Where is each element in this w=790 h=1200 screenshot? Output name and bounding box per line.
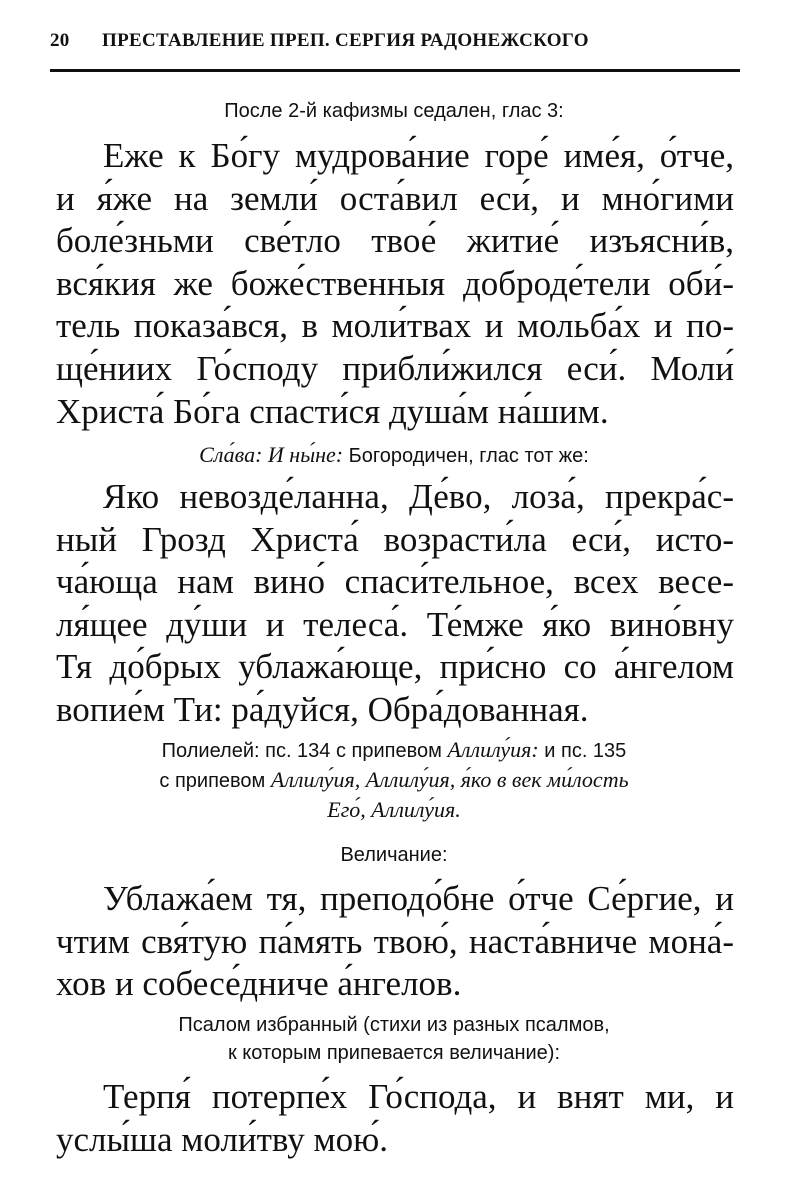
rubric-text: с припевом <box>159 770 271 792</box>
rubric-polyeleos-line <box>50 797 738 823</box>
verse-line: ча́юща нам вино́ спаси́тельное, всех весе- <box>56 562 734 602</box>
running-title: ПРЕСТАВЛЕНИЕ ПРЕП. СЕРГИЯ РАДОНЕЖСКОГО <box>102 30 589 51</box>
rubric-italic: Аллилу́ия: <box>447 737 539 762</box>
verse-line: вопие́м Ти: ра́дуйся, Обра́дованная. <box>56 689 589 729</box>
rubric-psalm-line: к которым припевается величание): <box>227 1042 560 1064</box>
rubric-italic: Аллилу́ия, Аллилу́ия, я́ко в век ми́лость <box>270 767 629 792</box>
rubric-bogorodichen <box>50 442 738 468</box>
verse-velichanie <box>56 878 734 1006</box>
rubric-italic: Сла́ва: И ны́не: <box>199 442 344 467</box>
verse-line: услы́ша моли́тву мою́. <box>56 1119 389 1159</box>
verse-line: Тя до́брых ублажа́юще, при́сно со а́нгелом <box>56 647 734 687</box>
verse-line: ля́щее ду́ши и телеса́. Те́мже я́ко вино́вну <box>56 604 734 644</box>
rubric-sedalen: После 2-й кафизмы седален, глас 3: <box>224 100 564 122</box>
verse-psalm <box>56 1076 734 1161</box>
verse-line: и я́же на земли́ оста́вил еси́, и мно́гими <box>56 178 734 218</box>
header-rule <box>50 69 740 72</box>
verse-line: боле́зньми све́тло твое́ житие́ изъясни́в, <box>56 221 734 261</box>
verse-line: ный Грозд Христа́ возрасти́ла еси́, исто- <box>56 519 734 559</box>
verse-line: вся́кия же боже́ственныя доброде́тели оби́- <box>56 263 734 303</box>
verse-line: хов и собесе́дниче а́нгелов. <box>56 964 462 1004</box>
verse-line: Христа́ Бо́га спасти́ся душа́м на́шим. <box>56 391 609 431</box>
verse-line: чтим свя́тую па́мять твою́, наста́вниче мона́- <box>56 921 734 961</box>
page-number: 20 <box>50 30 70 51</box>
rubric-text: Богородичен, глас тот же: <box>343 445 589 467</box>
rubric-velichanie: Величание: <box>340 844 448 866</box>
verse-bogorodichen <box>56 476 734 732</box>
rubric-italic: Его́, Аллилу́ия. <box>327 797 461 822</box>
rubric-text: и пс. 135 <box>538 740 627 762</box>
rubric-polyeleos-line <box>50 737 738 763</box>
rubric-text: Полиелей: пс. 134 с припевом <box>161 740 448 762</box>
verse-sedalen <box>56 135 734 433</box>
rubric-psalm-line: Псалом избранный (стихи из разных псалмов, <box>178 1014 610 1036</box>
verse-line: тель показа́вся, в моли́твах и мольба́х и по- <box>56 306 734 346</box>
verse-line: Ублажа́ем тя, преподо́бне о́тче Се́ргие, и <box>103 879 734 918</box>
rubric-polyeleos-line <box>50 767 738 793</box>
running-header <box>50 30 738 52</box>
verse-line: Яко невозде́ланна, Де́во, лоза́, прекра́с- <box>103 477 734 516</box>
verse-line: Терпя́ потерпе́х Го́спода, и внят ми, и <box>103 1077 734 1116</box>
verse-line: ще́ниих Го́споду прибли́жился еси́. Моли́ <box>56 348 734 388</box>
verse-line: Еже к Бо́гу мудрова́ние горе́ име́я, о́тче, <box>103 136 734 175</box>
